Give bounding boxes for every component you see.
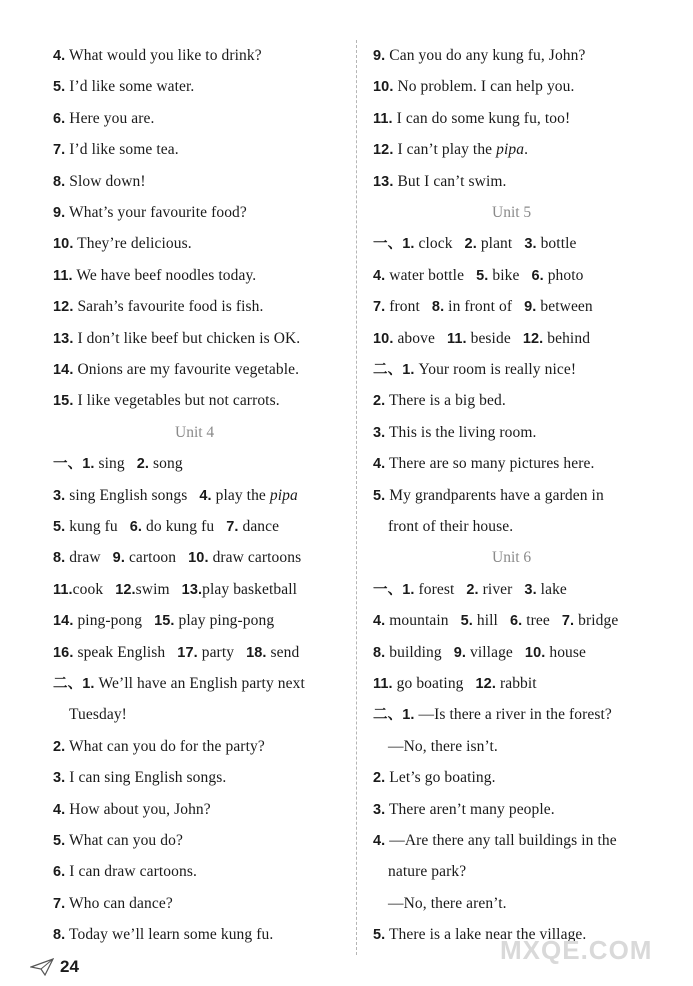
item-number: 9. <box>112 550 125 567</box>
answer-text: lake <box>536 580 567 598</box>
item-number: 5. <box>53 519 66 535</box>
answer-text: Today we’ll learn some kung fu. <box>65 926 274 944</box>
answer-text: I don’t like beef but chicken is OK. <box>73 329 301 347</box>
answer-text: front of their house. <box>388 518 514 535</box>
answer-line <box>53 862 197 882</box>
answer-text: river <box>478 580 513 598</box>
item-number: 18. <box>246 644 267 661</box>
item-number: 6. <box>509 613 523 630</box>
answer-text: front <box>385 298 420 316</box>
paper-plane-icon <box>30 958 54 976</box>
item-number: 15. <box>154 613 175 630</box>
answer-line <box>53 517 279 537</box>
answer-text: There is a lake near the village. <box>385 926 587 944</box>
item-number: 15. <box>53 393 74 410</box>
item-number: 9. <box>53 205 66 221</box>
item-number: 13. <box>53 330 74 347</box>
answer-text: Tuesday! <box>69 706 127 724</box>
item-number: 8. <box>53 550 66 567</box>
item-number: 一、1. <box>53 456 95 473</box>
answer-text: Onions are my favourite vegetable. <box>73 361 300 378</box>
answer-text: party <box>197 643 235 661</box>
answer-line <box>53 611 274 631</box>
answer-text: —No, there aren’t. <box>388 894 507 912</box>
column-divider <box>356 40 357 955</box>
answer-text: play basketball <box>202 580 298 598</box>
answer-text: There is a big bed. <box>385 392 506 410</box>
item-number: 11. <box>446 330 467 347</box>
answer-text: —Is there a river in the forest? <box>414 706 612 724</box>
item-number: 3. <box>373 801 386 818</box>
answer-text: —Are there any tall buildings in the <box>385 832 617 849</box>
item-number: 2. <box>466 581 479 598</box>
item-number: 11. <box>53 581 73 598</box>
item-number: 2. <box>53 738 66 755</box>
answer-line <box>53 329 300 349</box>
answer-line <box>373 611 618 631</box>
item-number: 5. <box>373 927 386 944</box>
item-number: 5. <box>476 267 489 284</box>
answer-line <box>53 674 305 694</box>
answer-line <box>373 768 496 788</box>
answer-line <box>53 580 297 600</box>
answer-line <box>373 705 612 725</box>
answer-line <box>373 46 585 66</box>
answer-line <box>53 140 179 160</box>
answer-line <box>373 486 604 506</box>
item-number: 9. <box>373 48 386 64</box>
answer-text: dance <box>238 518 280 535</box>
item-number: 6. <box>531 267 544 284</box>
answer-text: Sarah’s favourite food is fish. <box>73 298 264 316</box>
item-number: 16. <box>53 644 74 661</box>
answer-text: rabbit <box>495 675 537 692</box>
item-number: 2. <box>464 236 477 253</box>
item-number: 10. <box>524 644 546 661</box>
item-number: 2. <box>373 393 386 410</box>
item-number: 3. <box>373 424 386 441</box>
item-number: 2. <box>373 770 386 787</box>
item-number: 二、1. <box>373 707 415 724</box>
answer-line <box>373 831 617 851</box>
answer-text: do kung fu <box>142 518 215 535</box>
item-number: 12. <box>522 330 544 347</box>
answer-text: behind <box>543 329 591 347</box>
answer-text: We have beef noodles today. <box>72 266 257 284</box>
answer-text: photo <box>543 266 584 284</box>
answer-text: between <box>536 298 593 316</box>
answer-line <box>53 172 146 192</box>
answer-text: bridge <box>574 612 619 630</box>
answer-text: ping-pong <box>73 612 143 630</box>
answer-text: I can’t play the <box>393 141 497 159</box>
answer-line <box>373 800 555 820</box>
answer-text: Slow down! <box>65 172 146 190</box>
answer-text: They’re delicious. <box>73 235 192 253</box>
answer-text: Your room is really nice! <box>414 361 577 378</box>
item-number: 一、1. <box>373 236 415 253</box>
item-number: 8. <box>373 644 386 661</box>
answer-text: play ping-pong <box>174 612 275 630</box>
item-number: 13. <box>181 581 203 598</box>
answer-line <box>53 234 192 254</box>
answer-line <box>373 674 537 694</box>
answer-text: cook <box>72 580 104 598</box>
answer-line <box>53 391 280 411</box>
answer-text: bottle <box>536 235 577 253</box>
item-number: 7. <box>226 519 239 535</box>
answer-line <box>53 643 299 663</box>
answer-text: draw cartoons <box>208 549 302 567</box>
answer-text: What can you do for the party? <box>65 737 265 755</box>
item-number: 9. <box>453 644 467 661</box>
item-number: 7. <box>373 299 386 316</box>
answer-line <box>373 172 507 192</box>
item-number: 6. <box>53 110 66 127</box>
item-number: 4. <box>53 801 66 818</box>
item-number: 5. <box>53 833 66 849</box>
answer-line <box>373 77 574 97</box>
item-number: 3. <box>53 487 66 504</box>
answer-line <box>53 77 194 97</box>
answer-text: I’d like some tea. <box>65 141 179 159</box>
answer-text: There aren’t many people. <box>385 800 555 818</box>
item-number: 8. <box>53 173 66 190</box>
answer-line <box>53 548 301 568</box>
answer-text: plant <box>476 235 513 253</box>
answer-line <box>69 705 127 725</box>
answer-text: sing English songs <box>65 486 188 504</box>
item-number: 12. <box>53 299 74 316</box>
item-number: 2. <box>136 456 150 473</box>
item-number: 6. <box>53 864 66 881</box>
item-number: 11. <box>373 110 393 127</box>
item-number: 4. <box>373 613 386 630</box>
answer-text: above <box>393 329 435 347</box>
answer-text: I’d like some water. <box>65 78 195 96</box>
item-number: 12. <box>115 581 136 598</box>
answer-text: sing <box>94 455 125 473</box>
answer-line <box>53 831 183 851</box>
answer-text: mountain <box>385 612 449 630</box>
watermark: MXQE.COM <box>500 935 653 965</box>
item-number: 14. <box>53 362 74 378</box>
answer-line <box>373 360 576 380</box>
answer-text: kung fu <box>65 518 118 535</box>
item-number: 10. <box>373 330 394 347</box>
answer-line <box>53 768 226 788</box>
answer-text: No problem. I can help you. <box>393 78 575 96</box>
item-number: 12. <box>373 142 394 159</box>
item-number: 11. <box>53 267 73 284</box>
answer-line <box>373 329 590 349</box>
answer-text: What would you like to drink? <box>65 47 262 64</box>
answer-text: I like vegetables but not carrots. <box>73 392 280 410</box>
item-number: 5. <box>53 79 66 96</box>
answer-line <box>53 486 298 506</box>
answer-text: How about you, John? <box>65 800 211 818</box>
answer-text: I can sing English songs. <box>65 769 227 787</box>
item-number: 5. <box>373 487 386 504</box>
item-number: 6. <box>129 519 143 535</box>
answer-text: Who can dance? <box>65 894 173 912</box>
item-number: 13. <box>373 173 394 190</box>
answer-line <box>373 454 594 474</box>
answer-line <box>388 737 498 757</box>
answer-text: Here you are. <box>65 109 155 127</box>
answer-line <box>388 517 513 537</box>
answer-text: What can you do? <box>65 832 183 849</box>
answer-line <box>388 862 466 882</box>
answer-line <box>373 423 537 443</box>
item-number: 7. <box>53 142 66 159</box>
answer-text: speak English <box>73 643 166 661</box>
answer-text: forest <box>414 580 455 598</box>
answer-line <box>373 643 586 663</box>
answer-line <box>53 925 273 945</box>
unit-heading: Unit 6 <box>492 549 532 567</box>
item-number: 8. <box>53 927 66 944</box>
answer-text: song <box>149 455 183 473</box>
item-number: 4. <box>373 833 386 849</box>
answer-text: water bottle <box>385 266 465 284</box>
answer-line <box>373 266 584 286</box>
item-number: 10. <box>188 550 209 567</box>
answer-text: There are so many pictures here. <box>385 455 595 473</box>
answer-line <box>373 140 528 160</box>
item-number: 7. <box>561 613 575 630</box>
answer-text: building <box>385 643 442 661</box>
item-number: 二、1. <box>53 676 95 692</box>
item-number: 3. <box>524 581 537 598</box>
answer-line <box>53 894 173 914</box>
answer-line <box>53 109 154 129</box>
item-number: 3. <box>53 770 66 787</box>
item-number: 一、1. <box>373 581 415 598</box>
answer-text: What’s your favourite food? <box>65 204 247 221</box>
item-number: 4. <box>373 267 386 284</box>
answer-line <box>373 391 506 411</box>
answer-text: bike <box>488 266 520 284</box>
answer-text: But I can’t swim. <box>393 172 507 190</box>
item-number: 8. <box>431 299 445 316</box>
answer-text: in front of <box>444 298 513 316</box>
item-number: 12. <box>475 676 496 692</box>
item-number: 14. <box>53 613 74 630</box>
item-number: 10. <box>373 79 394 96</box>
answer-text: We’ll have an English party next <box>94 675 305 692</box>
page-footer <box>30 956 79 978</box>
item-number: 11. <box>373 676 393 692</box>
answer-text: cartoon <box>124 549 177 567</box>
answer-line <box>53 297 264 317</box>
answer-text: . <box>524 141 529 159</box>
answer-line <box>53 737 265 757</box>
page-number: 24 <box>60 957 79 976</box>
italic-term: pipa <box>269 486 298 504</box>
item-number: 10. <box>53 236 74 253</box>
answer-text: draw <box>65 549 101 567</box>
item-number: 3. <box>524 236 537 253</box>
answer-text: tree <box>522 612 550 630</box>
italic-term: pipa <box>496 141 525 159</box>
answer-line <box>373 234 576 254</box>
answer-text: This is the living room. <box>385 423 537 441</box>
unit-heading: Unit 4 <box>175 423 215 441</box>
unit-heading: Unit 5 <box>492 204 532 221</box>
answer-text: clock <box>414 235 453 253</box>
answer-text: —No, there isn’t. <box>388 737 498 755</box>
item-number: 5. <box>460 613 473 630</box>
answer-line <box>53 360 299 380</box>
answer-text: swim <box>135 580 170 598</box>
answer-text: My grandparents have a garden in <box>385 486 604 504</box>
answer-text: village <box>466 643 513 661</box>
answer-text: go boating <box>392 675 464 692</box>
answer-line <box>53 203 247 223</box>
item-number: 4. <box>373 456 386 473</box>
answer-text: beside <box>466 329 511 347</box>
item-number: 17. <box>177 644 198 661</box>
answer-text: I can draw cartoons. <box>65 863 197 881</box>
answer-line <box>53 800 211 820</box>
answer-text: nature park? <box>388 863 467 881</box>
answer-text: send <box>266 643 300 661</box>
item-number: 4. <box>53 48 66 64</box>
item-number: 4. <box>199 487 212 504</box>
answer-text: Let’s go boating. <box>385 769 496 787</box>
answer-text: house <box>545 643 587 661</box>
answer-text: play the <box>211 486 270 504</box>
item-number: 9. <box>524 299 537 316</box>
answer-line <box>373 580 567 600</box>
answer-line <box>53 454 183 474</box>
answer-line <box>53 266 256 286</box>
answer-line <box>373 109 570 129</box>
answer-line <box>53 46 262 66</box>
item-number: 7. <box>53 895 66 912</box>
answer-line <box>373 297 593 317</box>
answer-text: Can you do any kung fu, John? <box>385 47 586 64</box>
answer-text: hill <box>472 612 498 630</box>
answer-line <box>388 894 507 914</box>
item-number: 二、1. <box>373 362 415 378</box>
answer-text: I can do some kung fu, too! <box>392 109 571 127</box>
